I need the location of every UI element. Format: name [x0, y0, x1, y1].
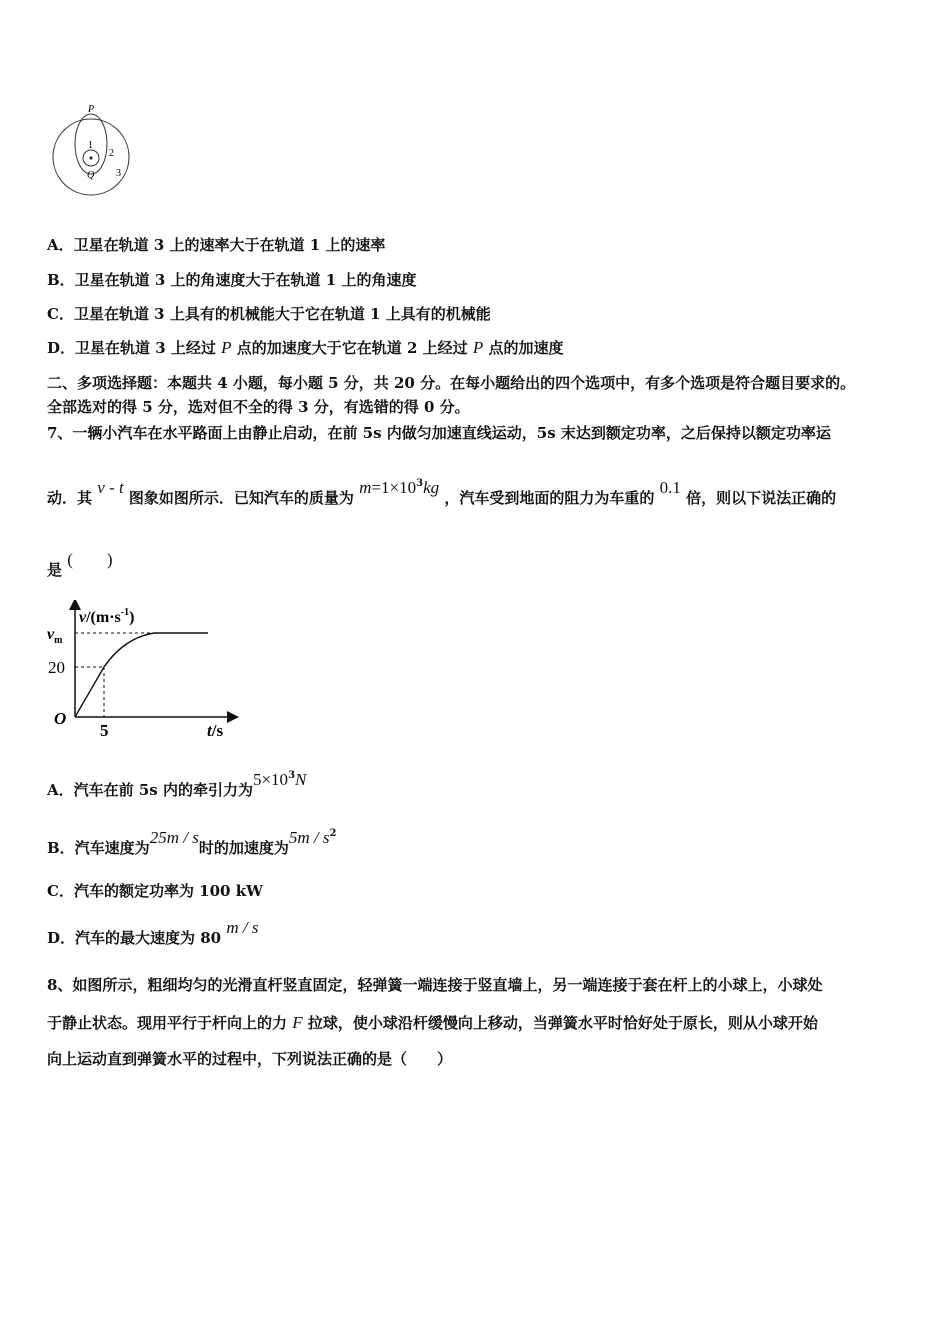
y-label-close: ) [129, 609, 135, 626]
q6-option-b: B．卫星在轨道 3 上的角速度大于在轨道 1 上的角速度 [47, 271, 417, 289]
q7-a-exp: 3 [288, 770, 296, 781]
x-label-t: t [207, 721, 212, 740]
origin-label: O [54, 709, 67, 728]
velocity-curve [75, 633, 208, 717]
q8-line3: 向上运动直到弹簧水平的过程中，下列说法正确的是（ ） [47, 1050, 453, 1068]
label-q: Q [87, 170, 95, 181]
q6-d-p2: P [472, 338, 484, 357]
q7-line3-text: 是 [47, 561, 63, 579]
q8-line1: 8、如图所示，粗细均匀的光滑直杆竖直固定，轻弹簧一端连接于竖直墙上，另一端连接于套在杆上的小球上，小球处 [47, 976, 823, 994]
vm-sub: m [54, 635, 63, 646]
q7-ratio: 0.1 [659, 478, 681, 497]
q8-line2-a: 于静止状态。现用平行于杆向上的力 [47, 1014, 288, 1032]
tick-5: 5 [100, 721, 109, 740]
q7-mass-unit: kg [423, 478, 440, 497]
q7-d-unit: m / s [226, 918, 259, 937]
q7-line2-a: 动．其 [47, 489, 93, 507]
svg-text:v/(m·s-1) [79, 607, 134, 626]
q6-d-part2: 点的加速度大于它在轨道 2 上经过 [236, 339, 468, 357]
q6-option-c: C．卫星在轨道 3 上具有的机械能大于它在轨道 1 上具有的机械能 [47, 305, 491, 323]
q7-b-acc: 5m / s [288, 828, 330, 847]
q7-line2 [47, 478, 837, 508]
q7-line3 [47, 550, 113, 580]
q7-option-a [47, 770, 307, 800]
q7-line2-b: 图象如图所示．已知汽车的质量为 [128, 489, 354, 507]
q7-a-val: 5×10 [252, 770, 289, 789]
q7-option-c: C．汽车的额定功率为 100 kW [47, 882, 263, 900]
tick-20: 20 [48, 658, 65, 677]
q7-d-text: D．汽车的最大速度为 80 [47, 929, 222, 947]
q7-option-b [47, 828, 337, 858]
q6-d-p1: P [221, 338, 232, 357]
y-label-v: v [79, 609, 87, 626]
q7-line1: 7、一辆小汽车在水平路面上由静止启动，在前 5s 内做匀加速直线运动，5s 末达到额定功率，之后保持以额定功率运 [47, 424, 831, 442]
q7-mass-mid: =1×10 [371, 478, 417, 497]
q8-line2-b: 拉球，使小球沿杆缓慢向上移动，当弹簧水平时恰好处于原长，则从小球开始 [307, 1014, 818, 1032]
planet-center [89, 156, 92, 159]
q7-b-text: B．汽车速度为 [47, 839, 150, 857]
q7-vt: v - t [97, 478, 124, 497]
q6-d-part3: 点的加速度 [488, 339, 564, 357]
label-2: 2 [109, 148, 114, 159]
q6-d-part1: D．卫星在轨道 3 上经过 [47, 339, 216, 357]
section2-line2: 全部选对的得 5 分，选对但不全的得 3 分，有选错的得 0 分。 [47, 398, 470, 416]
q6-option-d [47, 338, 564, 358]
q7-answer-paren: ( ) [67, 550, 113, 569]
x-label-unit: /s [211, 721, 224, 740]
y-label-exp: -1 [120, 607, 130, 618]
label-p: P [88, 104, 95, 115]
q7-a-text: A．汽车在前 5s 内的牵引力为 [47, 781, 253, 799]
svg-text:t/s [207, 721, 223, 740]
orbit-diagram [48, 102, 138, 202]
vt-graph [44, 600, 244, 745]
section2-line1: 二、多项选择题：本题共 4 小题，每小题 5 分，共 20 分。在每小题给出的四个选项中，有多个选项是符合题目要求的。 [47, 374, 856, 392]
y-label-unit: /(m·s [86, 609, 121, 626]
vm-label: v [47, 626, 55, 643]
q7-line2-d: 倍，则以下说法正确的 [686, 489, 837, 507]
q8-force: F [292, 1013, 303, 1032]
label-3: 3 [116, 168, 121, 179]
q7-line2-c: ，汽车受到地面的阻力为车重的 [444, 489, 655, 507]
label-1: 1 [88, 140, 93, 151]
q6-option-a: A．卫星在轨道 3 上的速率大于在轨道 1 上的速率 [47, 236, 386, 254]
q7-b-speed: 25m / s [149, 828, 199, 847]
q8-line2 [47, 1013, 818, 1033]
q7-mass-exp: 3 [416, 478, 424, 489]
q7-b-mid: 时的加速度为 [198, 839, 289, 857]
q7-mass-lhs: m [359, 478, 372, 497]
q7-a-unit: N [295, 770, 307, 789]
q7-option-d [47, 918, 259, 948]
q7-b-exp: 2 [329, 828, 337, 839]
svg-text:vm [47, 626, 63, 646]
